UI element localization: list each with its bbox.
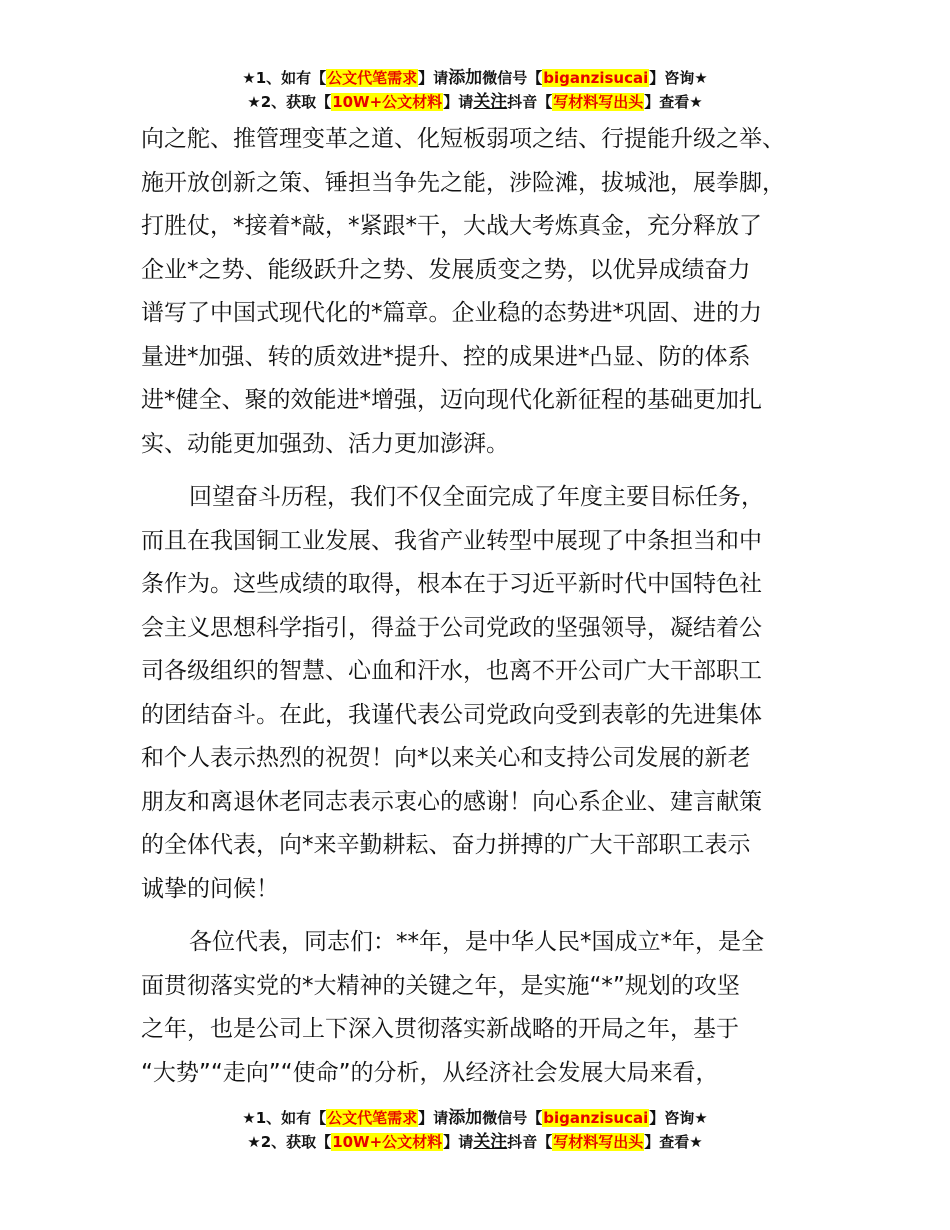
banner-highlight: 10W+公文材料 bbox=[332, 93, 443, 111]
banner-highlight: 写材料写出头 bbox=[553, 93, 644, 111]
text-line: 的团结奋斗。在此，我谨代表公司党政向受到表彰的先进集体 bbox=[141, 701, 762, 728]
banner-text: 添加 bbox=[448, 68, 483, 88]
text-line: 和个人表示热烈的祝贺！向*以来关心和支持公司发展的新老 bbox=[141, 745, 751, 771]
banner-text: ★2、获取【 bbox=[247, 1133, 332, 1151]
text-line: 企业*之势、能级跃升之势、发展质变之势，以优异成绩奋力 bbox=[141, 256, 751, 283]
header-banner bbox=[0, 66, 950, 114]
banner-highlight: biganzisucai bbox=[543, 69, 649, 87]
banner-text: 抖音【 bbox=[507, 93, 553, 111]
banner-text: 】请 bbox=[443, 93, 474, 111]
banner-text: ★2、获取【 bbox=[247, 93, 332, 111]
text-line: 向之舵、推管理变革之道、化短板弱项之结、行提能升级之举、 bbox=[141, 126, 785, 152]
text-line: 进*健全、聚的效能进*增强，迈向现代化新征程的基础更加扎 bbox=[141, 387, 762, 413]
text-line: 面贯彻落实党的*大精神的关键之年，是实施“*”规划的攻坚 bbox=[141, 972, 740, 999]
banner-text: 微信号【 bbox=[482, 69, 543, 87]
banner-highlight: 公文代笔需求 bbox=[327, 1109, 418, 1127]
banner-text: ★1、如有【 bbox=[242, 1109, 327, 1127]
banner-text: 】查看★ bbox=[644, 1133, 703, 1151]
text-line: 回望奋斗历程，我们不仅全面完成了年度主要目标任务， bbox=[189, 484, 764, 510]
banner-highlight: 写材料写出头 bbox=[553, 1133, 644, 1151]
text-line: 各位代表，同志们：**年，是中华人民*国成立*年，是全 bbox=[189, 929, 764, 955]
banner-text: ★1、如有【 bbox=[242, 69, 327, 87]
banner-text: 】请 bbox=[418, 69, 449, 87]
footer-banner bbox=[0, 1106, 950, 1154]
text-line: 会主义思想科学指引，得益于公司党政的坚强领导，凝结着公 bbox=[141, 614, 762, 641]
text-line: 条作为。这些成绩的取得，根本在于习近平新时代中国特色社 bbox=[141, 571, 762, 597]
text-line: 打胜仗，*接着*敲，*紧跟*干，大战大考炼真金，充分释放了 bbox=[141, 213, 762, 239]
text-line: 司各级组织的智慧、心血和汗水，也离不开公司广大干部职工 bbox=[141, 658, 762, 684]
text-line: 量进*加强、转的质效进*提升、控的成果进*凸显、防的体系 bbox=[141, 343, 751, 370]
banner-highlight: 10W+公文材料 bbox=[332, 1133, 443, 1151]
text-line: 之年，也是公司上下深入贯彻落实新战略的开局之年，基于 bbox=[141, 1016, 739, 1042]
paragraph bbox=[141, 118, 831, 466]
banner-line-2 bbox=[0, 90, 950, 114]
banner-text: 】请 bbox=[443, 1133, 474, 1151]
banner-text: 关注 bbox=[473, 92, 508, 112]
paragraph bbox=[141, 921, 831, 1095]
banner-highlight: biganzisucai bbox=[543, 1109, 649, 1127]
banner-text: 添加 bbox=[448, 1108, 483, 1128]
banner-text: 抖音【 bbox=[507, 1133, 553, 1151]
text-line: 实、动能更加强劲、活力更加澎湃。 bbox=[141, 430, 509, 457]
banner-text: 】咨询★ bbox=[649, 69, 708, 87]
banner-line-1 bbox=[0, 1106, 950, 1130]
banner-line-2 bbox=[0, 1130, 950, 1154]
text-line: 施开放创新之策、锤担当争先之能，涉险滩，拔城池，展拳脚， bbox=[141, 169, 785, 196]
paragraph bbox=[141, 476, 831, 911]
text-line: “大势”“走向”“使命”的分析，从经济社会发展大局来看， bbox=[141, 1059, 719, 1086]
text-line: 而且在我国铜工业发展、我省产业转型中展现了中条担当和中 bbox=[141, 527, 762, 554]
document-body bbox=[141, 118, 831, 1095]
banner-highlight: 公文代笔需求 bbox=[327, 69, 418, 87]
text-line: 诚挚的问候！ bbox=[141, 875, 279, 902]
banner-text: 微信号【 bbox=[482, 1109, 543, 1127]
text-line: 谱写了中国式现代化的*篇章。企业稳的态势进*巩固、进的力 bbox=[141, 300, 762, 326]
banner-line-1 bbox=[0, 66, 950, 90]
text-line: 的全体代表，向*来辛勤耕耘、奋力拼搏的广大干部职工表示 bbox=[141, 832, 751, 858]
banner-text: 】咨询★ bbox=[649, 1109, 708, 1127]
text-line: 朋友和离退休老同志表示衷心的感谢！向心系企业、建言献策 bbox=[141, 788, 762, 815]
banner-text: 关注 bbox=[473, 1132, 508, 1152]
banner-text: 】查看★ bbox=[644, 93, 703, 111]
banner-text: 】请 bbox=[418, 1109, 449, 1127]
